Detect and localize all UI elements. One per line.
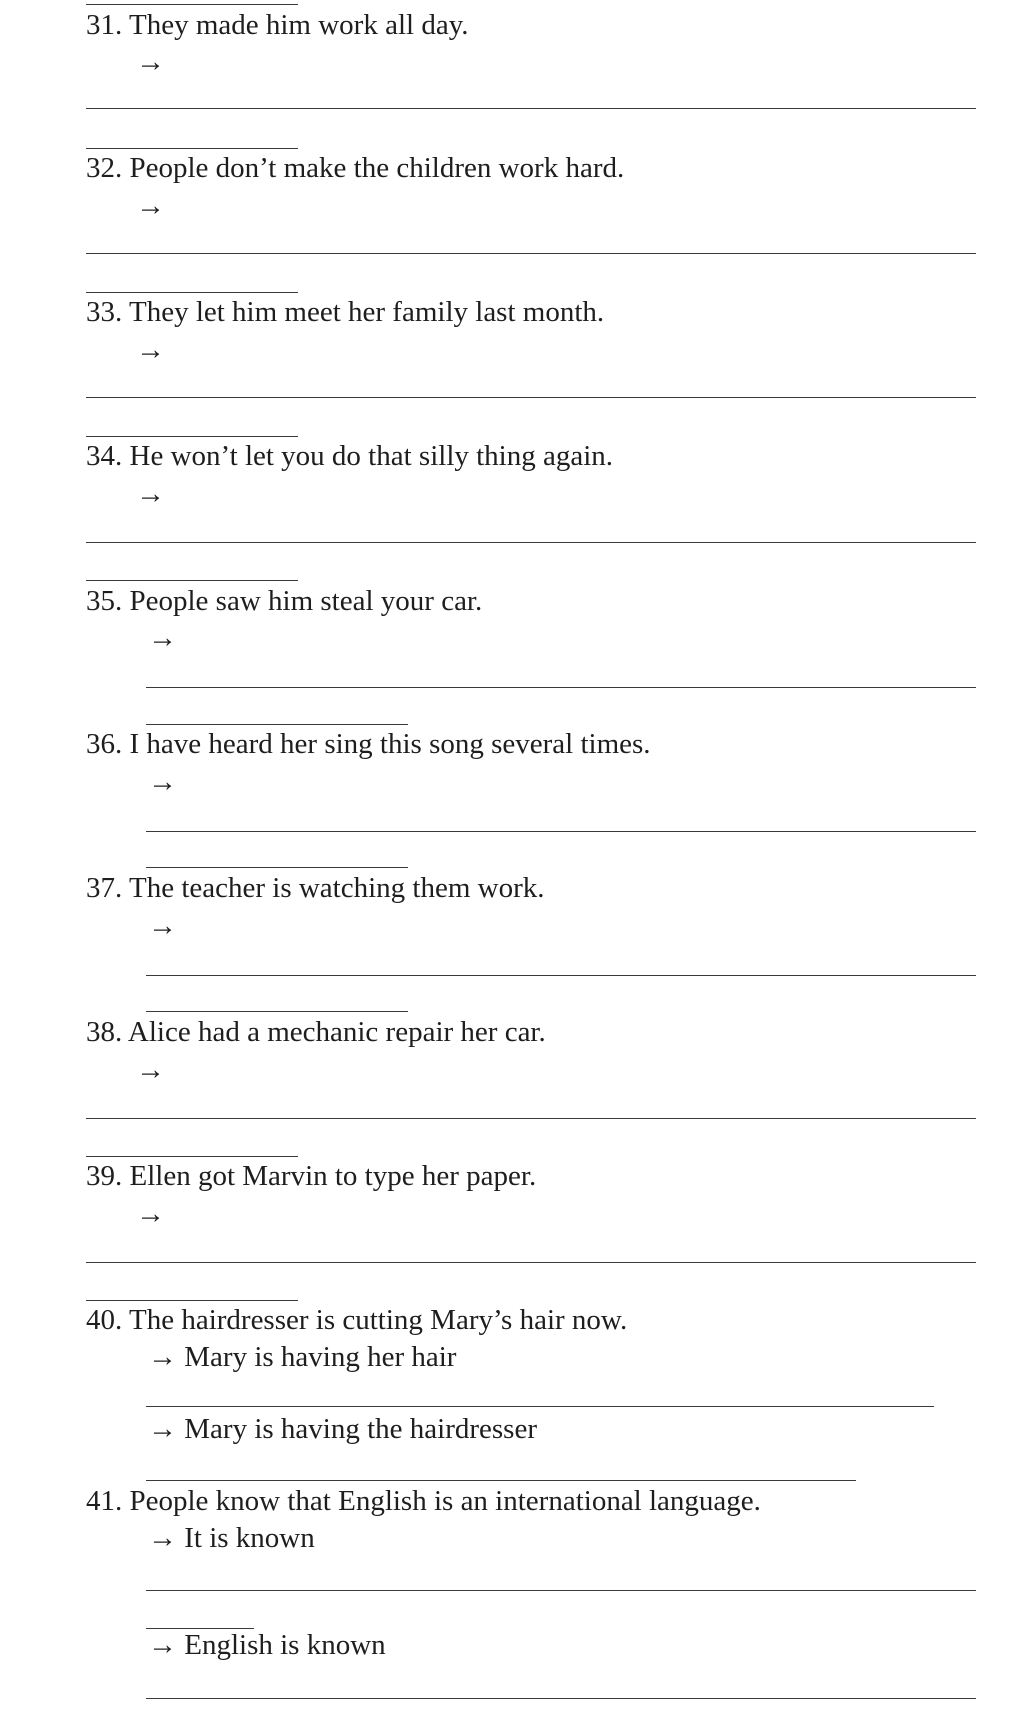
answer-stem: It is known — [184, 1522, 315, 1554]
answer-line[interactable] — [86, 542, 976, 543]
question-number: 33. — [86, 296, 123, 328]
arrow-icon: → — [136, 334, 165, 366]
answer-prompt — [148, 765, 177, 799]
question-number: 38. — [86, 1016, 123, 1048]
question-38 — [86, 1015, 546, 1049]
answer-stem: English is known — [184, 1629, 386, 1661]
question-number: 34. — [86, 440, 123, 472]
answer-line[interactable] — [86, 1156, 298, 1157]
question-text: Alice had a mechanic repair her car. — [127, 1016, 546, 1048]
question-number: 41. — [86, 1485, 123, 1517]
answer-prompt — [148, 1628, 386, 1662]
question-40 — [86, 1303, 627, 1337]
answer-line[interactable] — [146, 831, 976, 832]
answer-prompt — [136, 1197, 165, 1231]
question-text: The teacher is watching them work. — [128, 872, 545, 904]
question-35 — [86, 584, 482, 618]
question-number: 40. — [86, 1304, 123, 1336]
answer-line[interactable] — [146, 867, 408, 868]
answer-line[interactable] — [86, 1300, 298, 1301]
answer-line[interactable] — [146, 724, 408, 725]
answer-stem: Mary is having the hairdresser — [184, 1413, 537, 1445]
answer-prompt — [136, 333, 165, 367]
question-text: They made him work all day. — [128, 9, 469, 41]
arrow-icon: → — [136, 190, 165, 222]
answer-line[interactable] — [146, 1590, 976, 1591]
arrow-icon: → — [148, 1522, 177, 1554]
arrow-icon: → — [136, 46, 165, 78]
answer-line[interactable] — [86, 292, 298, 293]
question-text: He won’t let you do that silly thing again. — [129, 440, 614, 472]
question-number: 31. — [86, 9, 123, 41]
answer-prompt — [136, 477, 165, 511]
answer-line[interactable] — [86, 397, 976, 398]
question-number: 32. — [86, 152, 123, 184]
answer-line[interactable] — [86, 108, 976, 109]
answer-line — [86, 4, 298, 5]
arrow-icon: → — [136, 1054, 165, 1086]
question-text: People know that English is an international language. — [129, 1485, 761, 1517]
answer-prompt — [148, 621, 177, 655]
answer-prompt — [136, 1053, 165, 1087]
question-number: 36. — [86, 728, 123, 760]
answer-prompt — [136, 189, 165, 223]
arrow-icon: → — [148, 1413, 177, 1445]
answer-line[interactable] — [86, 580, 298, 581]
answer-line[interactable] — [146, 975, 976, 976]
answer-line[interactable] — [86, 253, 976, 254]
answer-prompt — [148, 1521, 315, 1555]
question-number: 39. — [86, 1160, 123, 1192]
arrow-icon: → — [148, 766, 177, 798]
question-33 — [86, 295, 604, 329]
answer-line[interactable] — [86, 148, 298, 149]
question-text: I have heard her sing this song several times. — [129, 728, 651, 760]
arrow-icon: → — [148, 910, 177, 942]
question-41 — [86, 1484, 761, 1518]
question-number: 37. — [86, 872, 123, 904]
answer-line[interactable] — [146, 687, 976, 688]
arrow-icon: → — [148, 1341, 177, 1373]
answer-line[interactable] — [86, 1118, 976, 1119]
question-number: 35. — [86, 585, 123, 617]
question-34 — [86, 439, 613, 473]
question-text: The hairdresser is cutting Mary’s hair now. — [128, 1304, 628, 1336]
answer-line[interactable] — [146, 1011, 408, 1012]
question-36 — [86, 727, 651, 761]
answer-prompt — [136, 45, 165, 79]
answer-line[interactable] — [86, 1262, 976, 1263]
answer-prompt — [148, 1340, 456, 1374]
answer-line[interactable] — [146, 1406, 934, 1407]
answer-line[interactable] — [146, 1480, 856, 1481]
arrow-icon: → — [136, 1198, 165, 1230]
arrow-icon: → — [148, 622, 177, 654]
answer-prompt — [148, 1412, 537, 1446]
answer-line[interactable] — [146, 1698, 976, 1699]
question-37 — [86, 871, 545, 905]
arrow-icon: → — [136, 478, 165, 510]
question-32 — [86, 151, 624, 185]
question-39 — [86, 1159, 536, 1193]
answer-line[interactable] — [86, 436, 298, 437]
question-text: Ellen got Marvin to type her paper. — [129, 1160, 537, 1192]
question-text: People don’t make the children work hard. — [129, 152, 625, 184]
arrow-icon: → — [148, 1629, 177, 1661]
question-31 — [86, 8, 469, 42]
question-text: People saw him steal your car. — [129, 585, 483, 617]
answer-prompt — [148, 909, 177, 943]
question-text: They let him meet her family last month. — [128, 296, 605, 328]
answer-stem: Mary is having her hair — [184, 1341, 457, 1373]
